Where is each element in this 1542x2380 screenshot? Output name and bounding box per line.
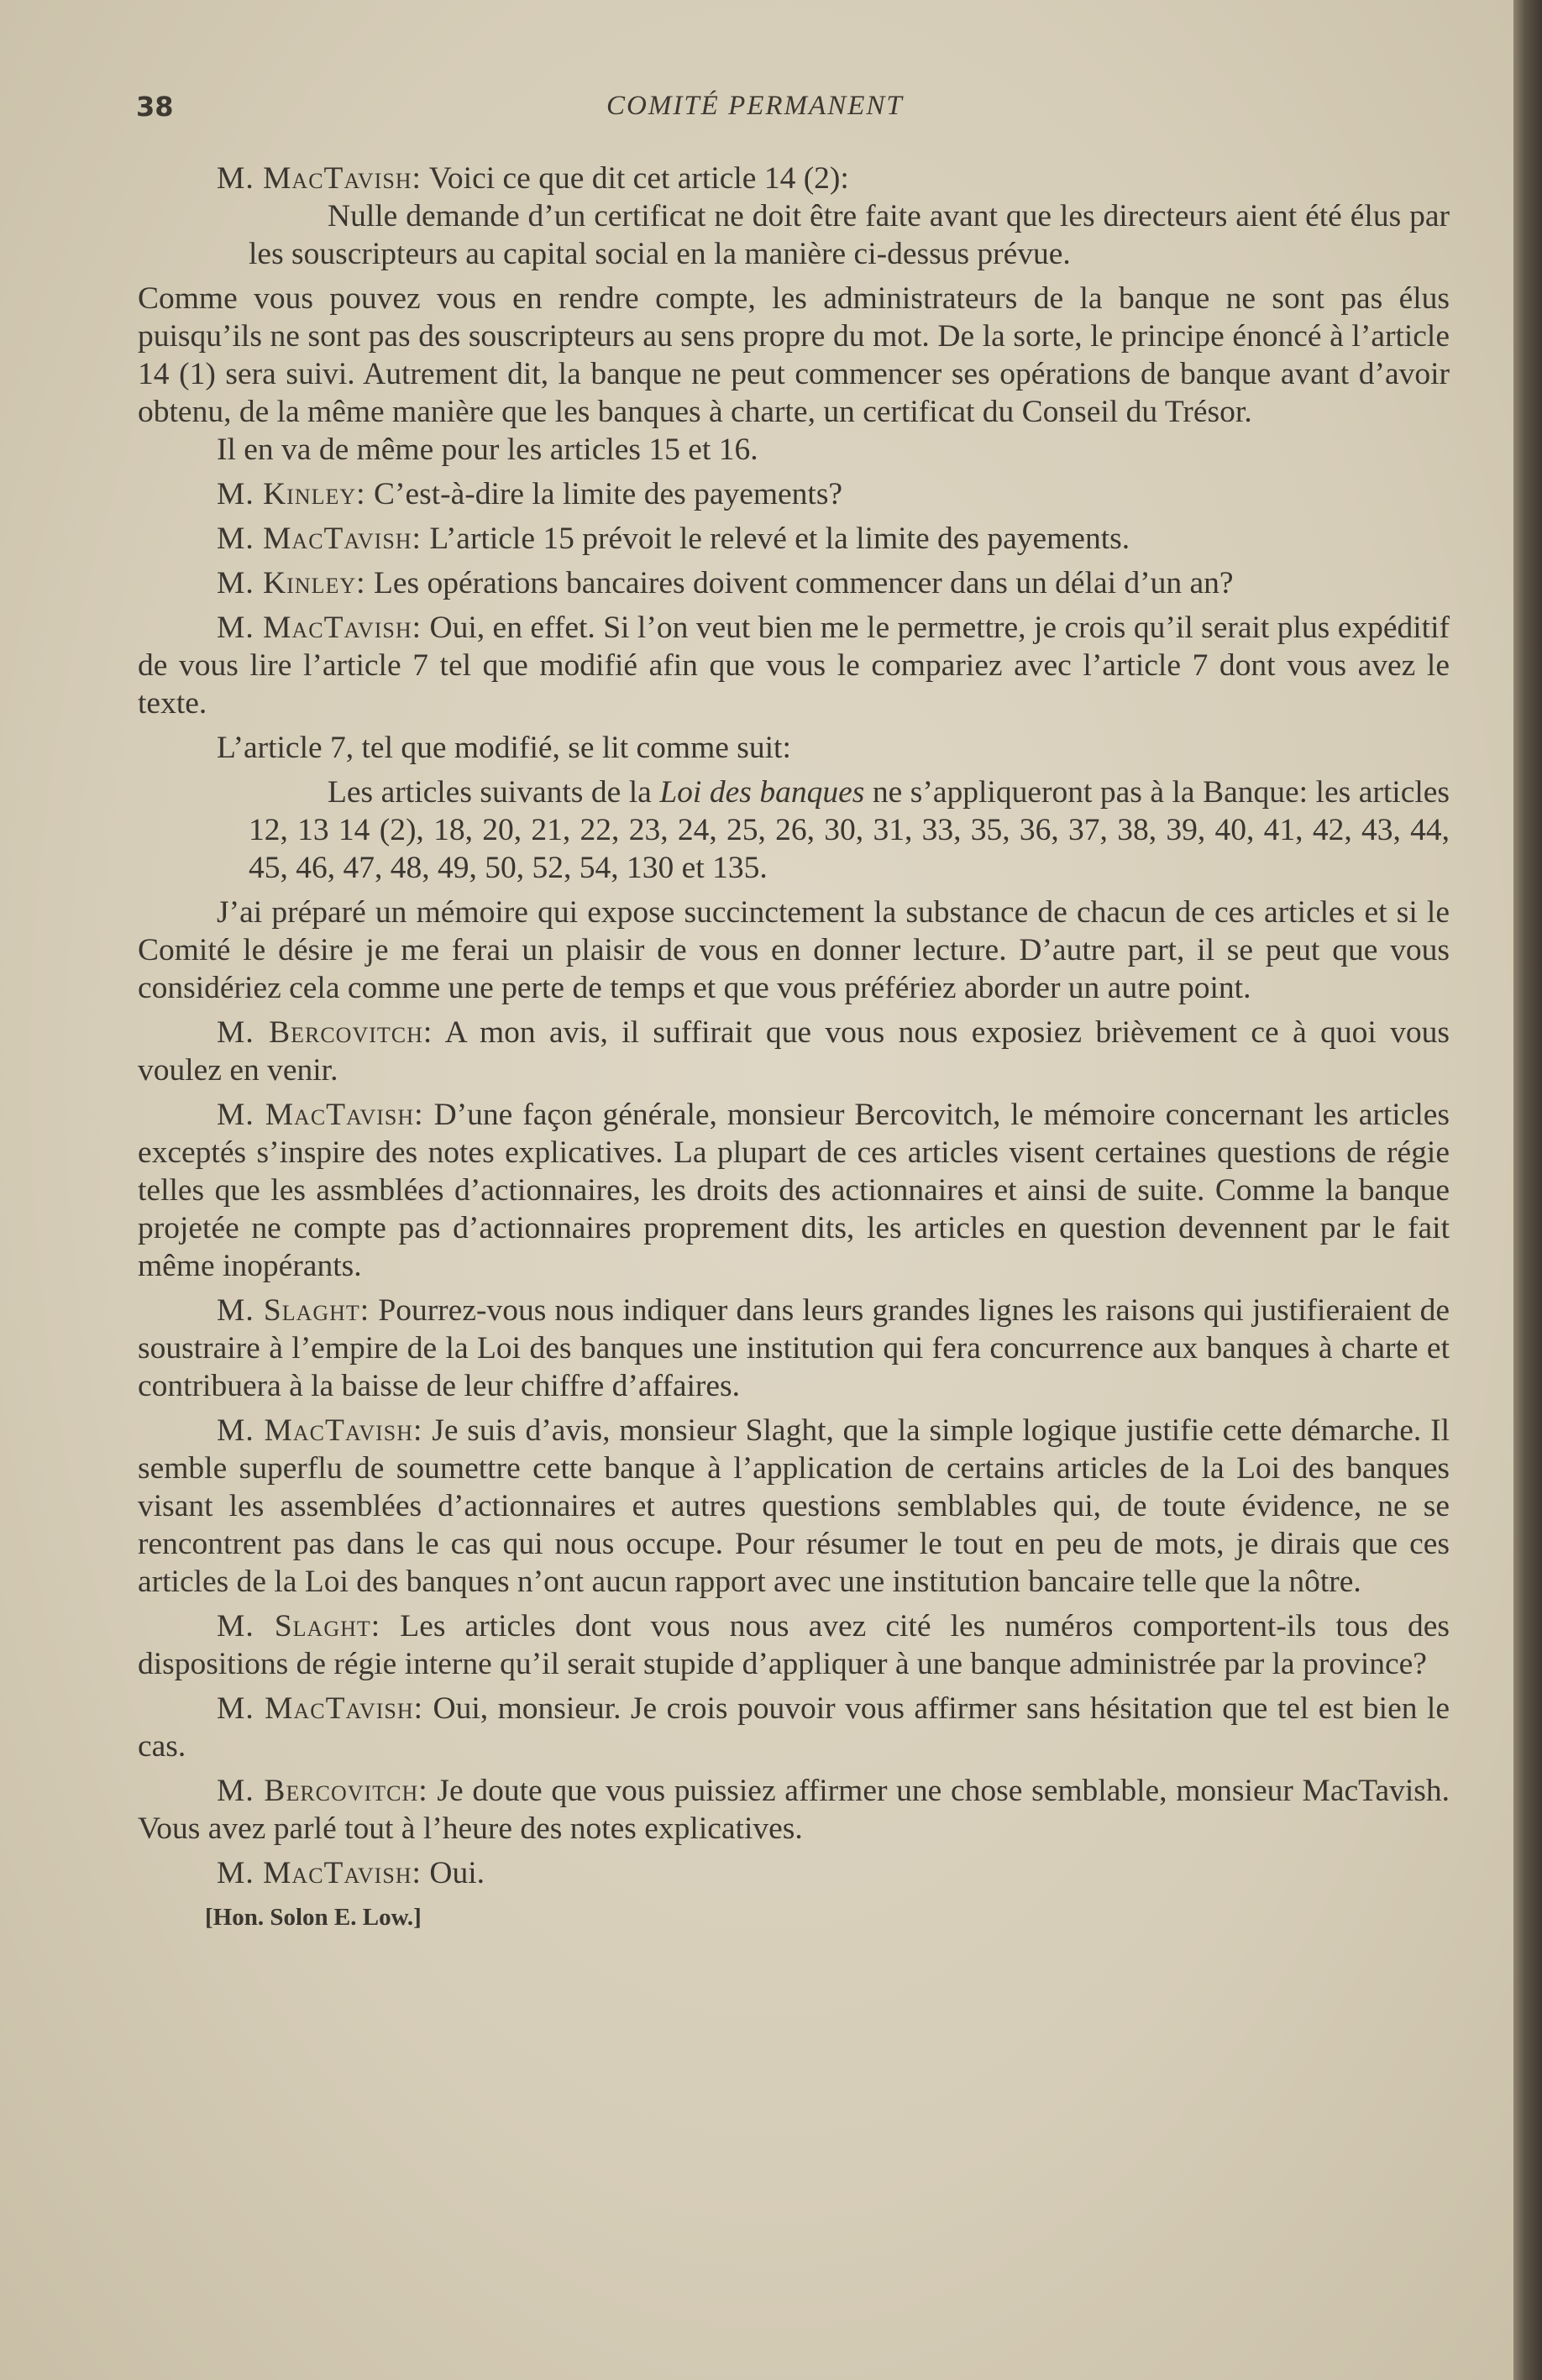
speaker-name: M. Bercovitch: [217, 1774, 428, 1808]
paragraph-text: Les articles dont vous nous avez cité les numéros comportent-ils tous des dispositions de régie interne qu’il serait stupide d’appliquer à une banque administrée par la province? [138, 1609, 1450, 1681]
block-quote [138, 197, 1450, 273]
paragraph [138, 609, 1450, 722]
speaker-name: M. MacTavish: [217, 1856, 422, 1890]
paragraph-text: Oui, monsieur. Je crois pouvoir vous affirmer sans hésitation que tel est bien le cas. [138, 1691, 1450, 1764]
speaker-name: M. Slaght: [217, 1293, 370, 1328]
speaker-name: M. MacTavish: [217, 1691, 424, 1726]
quote-text: Nulle demande d’un certificat ne doit être faite avant que les directeurs aient été élus par les souscripteurs au capital social en la manière ci-dessus prévue. [249, 199, 1450, 271]
paragraph-text: Il en va de même pour les articles 15 et 16. [217, 432, 758, 467]
quote-text: Les articles suivants de la [328, 775, 660, 810]
paragraph-text: J’ai préparé un mémoire qui expose succinctement la substance de chacun de ces articles et si le Comité le désire je me ferai un plaisir de vous en donner lecture. D’autre part, il se peut que vous considériez cela comme une perte de temps et que vous préfériez aborder un autre point. [138, 895, 1450, 1005]
paragraph [138, 729, 1450, 767]
page-number: 38 [136, 91, 174, 123]
quote-text: ne s’appliqueront pas à la Banque: les articles 12, 13 14 (2), 18, 20, 21, 22, 23, 24, 25, 26, 30, 31, 33, 35, 36, 37, 38, 39, 40, 41, 42, 43, 44, 45, 46, 47, 48, 49, 50, 52, 54, 130 et 135. [249, 775, 1450, 885]
paragraph [138, 475, 1450, 513]
paragraph [138, 1607, 1450, 1683]
speaker-name: M. MacTavish: [217, 161, 422, 196]
paragraph-text: L’article 7, tel que modifié, se lit comme suit: [217, 731, 791, 765]
block-quote [138, 773, 1450, 887]
paragraph-text: Les opérations bancaires doivent commencer dans un délai d’un an? [365, 566, 1234, 600]
paragraph [138, 280, 1450, 431]
paragraph-text: Pourrez-vous nous indiquer dans leurs grandes lignes les raisons qui justifieraient de soustraire à l’empire de la Loi des banques une institution qui fera concurrence aux banques à charte et contribuera à la baisse de leur chiffre d’affaires. [138, 1293, 1450, 1403]
document-body [138, 160, 1450, 1932]
paragraph [138, 520, 1450, 558]
speaker-name: M. Bercovitch: [217, 1015, 433, 1050]
paragraph [138, 1292, 1450, 1405]
speaker-name: M. MacTavish: [217, 1098, 424, 1132]
speaker-name: M. MacTavish: [217, 1413, 423, 1448]
paragraph-text: D’une façon générale, monsieur Bercovitch, le mémoire concernant les articles exceptés s’inspire des notes explicatives. La plupart de ces articles visent certaines questions de régie telles que les assmblées d’actionnaires, les droits des actionnaires et ainsi de suite. Comme la banque projetée ne compte pas d’actionnaires proprement dits, les articles en question devennent par le fait même inopérants. [138, 1098, 1450, 1283]
paragraph [138, 160, 1450, 197]
page-edge-shadow [1513, 0, 1542, 2380]
paragraph-text: L’article 15 prévoit le relevé et la limite des payements. [421, 522, 1130, 556]
speaker-name: M. MacTavish: [217, 522, 422, 556]
speaker-name: M. Kinley: [217, 477, 366, 511]
paragraph-text: Oui, en effet. Si l’on veut bien me le permettre, je crois qu’il serait plus expéditif de vous lire l’article 7 tel que modifié afin que vous le compariez avec l’article 7 dont vous avez le texte. [138, 611, 1450, 721]
paragraph [138, 1096, 1450, 1285]
quote-italic-text: Loi des banques [659, 775, 865, 810]
paragraph-text: Je suis d’avis, monsieur Slaght, que la simple logique justifie cette démarche. Il semble superflu de soumettre cette banque à l’application de certains articles de la Loi des banques visant les assemblées d’actionnaires et autres questions semblables qui, de toute évidence, ne se rencontrent pas dans le cas qui nous occupe. Pour résumer le tout en peu de mots, je dirais que ces articles de la Loi des banques n’ont aucun rapport avec une institution bancaire telle que la nôtre. [138, 1413, 1450, 1599]
speaker-name: M. MacTavish: [217, 611, 422, 645]
paragraph-text: Oui. [421, 1856, 485, 1890]
paragraph [138, 894, 1450, 1007]
speaker-name: M. Slaght: [217, 1609, 381, 1643]
paragraph-text: Voici ce que dit cet article 14 (2): [421, 161, 849, 196]
paragraph [138, 1014, 1450, 1089]
paragraph [138, 564, 1450, 602]
paragraph-text: Je doute que vous puissiez affirmer une chose semblable, monsieur MacTavish. Vous avez parlé tout à l’heure des notes explicatives. [138, 1774, 1450, 1846]
paragraph [138, 1412, 1450, 1601]
paragraph [138, 431, 1450, 469]
paragraph-text: C’est-à-dire la limite des payements? [365, 477, 843, 511]
page-header [136, 91, 1446, 133]
paragraph-text: Comme vous pouvez vous en rendre compte, les administrateurs de la banque ne sont pas élus puisqu’ils ne sont pas des souscripteurs au sens propre du mot. De la sorte, le principe énoncé à l’article 14 (1) sera suivi. Autrement dit, la banque ne peut commencer ses opérations de banque avant d’avoir obtenu, de la même manière que les banques à charte, un certificat du Conseil du Trésor. [138, 281, 1450, 429]
running-head: COMITÉ PERMANENT [606, 91, 904, 121]
footnote: [Hon. Solon E. Low.] [205, 1904, 422, 1931]
speaker-name: M. Kinley: [217, 566, 366, 600]
paragraph [138, 1690, 1450, 1765]
paragraph-text: A mon avis, il suffirait que vous nous exposiez brièvement ce à quoi vous voulez en venir. [138, 1015, 1450, 1088]
paragraph [138, 1854, 1450, 1892]
paragraph [138, 1772, 1450, 1848]
